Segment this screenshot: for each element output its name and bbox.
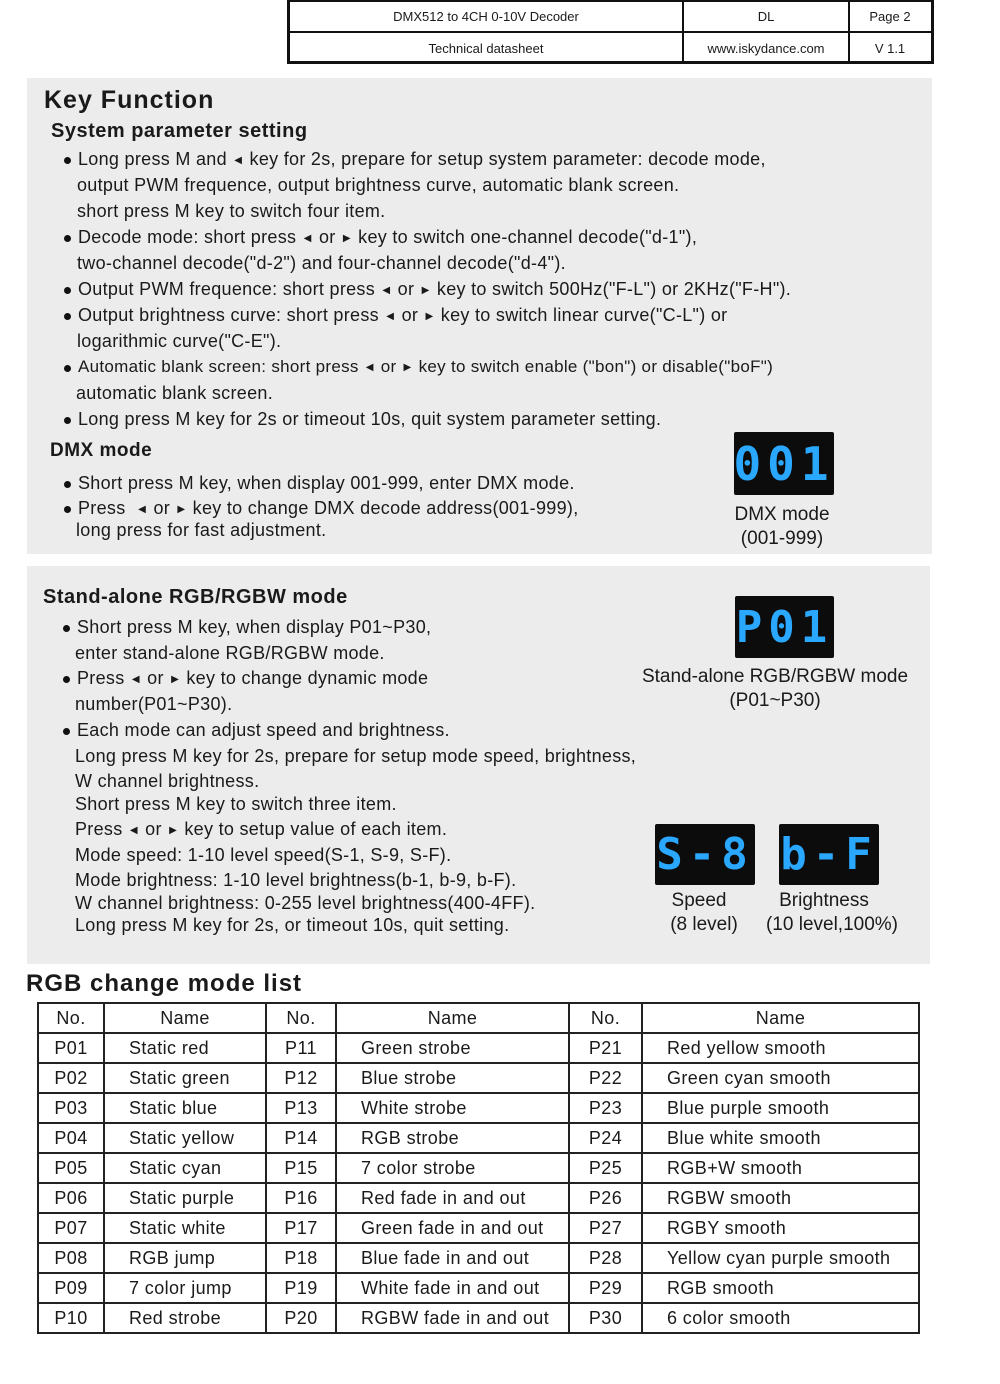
standalone-led-display: P01 bbox=[735, 596, 834, 658]
col-no-header: No. bbox=[569, 1003, 642, 1033]
col-no-header: No. bbox=[38, 1003, 104, 1033]
mode-name-cell: Green cyan smooth bbox=[642, 1063, 919, 1093]
speed-level-caption: (8 level) bbox=[670, 914, 738, 935]
decode-mode-line bbox=[78, 227, 697, 248]
text: or bbox=[145, 819, 162, 839]
mode-number-cell: P24 bbox=[569, 1123, 642, 1153]
left-triangle-icon: ◀ bbox=[382, 285, 391, 296]
col-name-header: Name bbox=[336, 1003, 569, 1033]
text: or bbox=[147, 668, 164, 688]
dmx-line-3: long press for fast adjustment. bbox=[76, 520, 327, 540]
right-triangle-icon: ▶ bbox=[171, 674, 180, 685]
mode-number-cell: P13 bbox=[266, 1093, 336, 1123]
mode-name-cell: 7 color jump bbox=[104, 1273, 266, 1303]
pwm-line bbox=[78, 279, 791, 300]
mode-name-cell: RGB smooth bbox=[642, 1273, 919, 1303]
mode-list-title: RGB change mode list bbox=[26, 970, 303, 997]
standalone-line-8: Short press M key to switch three item. bbox=[75, 794, 397, 814]
bullet-icon bbox=[64, 506, 71, 513]
brightness-level-caption: (10 level,100%) bbox=[765, 914, 899, 935]
mode-number-cell: P25 bbox=[569, 1153, 642, 1183]
mode-number-cell: P08 bbox=[38, 1243, 104, 1273]
mode-name-cell: Blue fade in and out bbox=[336, 1243, 569, 1273]
blank-screen-line bbox=[78, 357, 773, 377]
mode-name-cell: Green fade in and out bbox=[336, 1213, 569, 1243]
speed-led-display: S-8 bbox=[655, 824, 755, 885]
header-product: DMX512 to 4CH 0-10V Decoder bbox=[393, 9, 579, 24]
text: key to switch one-channel decode("d-1"), bbox=[358, 227, 698, 247]
text: or bbox=[318, 227, 336, 247]
mode-number-cell: P05 bbox=[38, 1153, 104, 1183]
system-line-2: output PWM frequence, output brightness curve, automatic blank screen. bbox=[77, 175, 680, 195]
mode-number-cell: P29 bbox=[569, 1273, 642, 1303]
system-setting-heading: System parameter setting bbox=[51, 120, 308, 142]
mode-number-cell: P30 bbox=[569, 1303, 642, 1333]
text: key to switch linear curve("C-L") or bbox=[440, 305, 728, 325]
text: Output PWM frequence: short press bbox=[78, 279, 376, 299]
key-function-title: Key Function bbox=[44, 86, 215, 114]
mode-name-cell: Static purple bbox=[104, 1183, 266, 1213]
mode-list-table bbox=[37, 1002, 920, 1334]
standalone-line-1: Short press M key, when display P01~P30, bbox=[77, 617, 432, 637]
text: key for 2s, prepare for setup system parameter: decode mode, bbox=[249, 149, 766, 169]
standalone-line-10: Mode speed: 1-10 level speed(S-1, S-9, S-F). bbox=[75, 845, 452, 865]
mode-number-cell: P16 bbox=[266, 1183, 336, 1213]
mode-number-cell: P15 bbox=[266, 1153, 336, 1183]
header-table bbox=[287, 0, 934, 64]
mode-number-cell: P20 bbox=[266, 1303, 336, 1333]
mode-number-cell: P09 bbox=[38, 1273, 104, 1303]
right-triangle-icon: ▶ bbox=[425, 311, 434, 322]
mode-name-cell: 6 color smooth bbox=[642, 1303, 919, 1333]
mode-number-cell: P12 bbox=[266, 1063, 336, 1093]
col-name-header: Name bbox=[104, 1003, 266, 1033]
header-doc-type: Technical datasheet bbox=[428, 40, 544, 56]
mode-name-cell: Static white bbox=[104, 1213, 266, 1243]
header-page: Page 2 bbox=[869, 9, 911, 24]
table-row bbox=[38, 1213, 919, 1243]
text: key to setup value of each item. bbox=[184, 819, 448, 839]
speed-caption: Speed bbox=[671, 890, 727, 911]
mode-name-cell: White fade in and out bbox=[336, 1273, 569, 1303]
table-row bbox=[38, 1183, 919, 1213]
right-triangle-icon: ▶ bbox=[342, 233, 351, 244]
text: Press bbox=[75, 819, 123, 839]
system-line-1 bbox=[78, 149, 766, 170]
mode-number-cell: P11 bbox=[266, 1033, 336, 1063]
right-triangle-icon: ▶ bbox=[421, 285, 430, 296]
text: or bbox=[401, 305, 419, 325]
text: key to switch 500Hz("F-L") or 2KHz("F-H"). bbox=[436, 279, 792, 299]
mode-name-cell: Static blue bbox=[104, 1093, 266, 1123]
dmx-range-caption: (001-999) bbox=[740, 528, 824, 549]
text: Long press M and bbox=[78, 149, 227, 169]
col-no-header: No. bbox=[266, 1003, 336, 1033]
left-triangle-icon: ◀ bbox=[138, 504, 147, 515]
header-model: DL bbox=[757, 9, 775, 24]
mode-number-cell: P02 bbox=[38, 1063, 104, 1093]
standalone-line-13: Long press M key for 2s, or timeout 10s, quit setting. bbox=[75, 915, 510, 935]
table-row bbox=[38, 1153, 919, 1183]
table-header-row bbox=[38, 1003, 919, 1033]
brightness-caption: Brightness bbox=[779, 890, 869, 911]
standalone-line-12: W channel brightness: 0-255 level brightness(400-4FF). bbox=[75, 893, 536, 913]
dmx-caption: DMX mode bbox=[734, 504, 830, 525]
mode-number-cell: P21 bbox=[569, 1033, 642, 1063]
mode-name-cell: Blue strobe bbox=[336, 1063, 569, 1093]
header-version: V 1.1 bbox=[874, 40, 906, 56]
text: key to change DMX decode address(001-999), bbox=[192, 498, 579, 518]
mode-number-cell: P10 bbox=[38, 1303, 104, 1333]
right-triangle-icon: ▶ bbox=[177, 504, 186, 515]
text: key to change dynamic mode bbox=[186, 668, 429, 688]
bullet-icon bbox=[64, 235, 71, 242]
right-triangle-icon: ▶ bbox=[403, 362, 412, 373]
dmx-led-display: 001 bbox=[734, 432, 834, 495]
col-name-header: Name bbox=[642, 1003, 919, 1033]
mode-name-cell: Red yellow smooth bbox=[642, 1033, 919, 1063]
table-row bbox=[38, 1093, 919, 1123]
mode-name-cell: 7 color strobe bbox=[336, 1153, 569, 1183]
mode-number-cell: P07 bbox=[38, 1213, 104, 1243]
standalone-caption: Stand-alone RGB/RGBW mode bbox=[641, 666, 909, 687]
mode-number-cell: P06 bbox=[38, 1183, 104, 1213]
mode-number-cell: P17 bbox=[266, 1213, 336, 1243]
dmx-line-1: Short press M key, when display 001-999, enter DMX mode. bbox=[78, 473, 575, 493]
left-triangle-icon: ◀ bbox=[131, 674, 140, 685]
curve-line bbox=[78, 305, 727, 326]
left-triangle-icon: ◀ bbox=[303, 233, 312, 244]
standalone-range-caption: (P01~P30) bbox=[729, 690, 821, 711]
table-row bbox=[38, 1273, 919, 1303]
mode-name-cell: White strobe bbox=[336, 1093, 569, 1123]
table-row bbox=[38, 1243, 919, 1273]
mode-name-cell: RGB+W smooth bbox=[642, 1153, 919, 1183]
bullet-icon bbox=[63, 728, 70, 735]
mode-number-cell: P04 bbox=[38, 1123, 104, 1153]
bullet-icon bbox=[63, 676, 70, 683]
mode-number-cell: P23 bbox=[569, 1093, 642, 1123]
bullet-icon bbox=[64, 365, 71, 372]
bullet-icon bbox=[64, 157, 71, 164]
mode-name-cell: RGB strobe bbox=[336, 1123, 569, 1153]
mode-name-cell: RGB jump bbox=[104, 1243, 266, 1273]
mode-name-cell: RGBY smooth bbox=[642, 1213, 919, 1243]
mode-name-cell: Yellow cyan purple smooth bbox=[642, 1243, 919, 1273]
standalone-line-2: enter stand-alone RGB/RGBW mode. bbox=[75, 643, 385, 663]
mode-name-cell: Green strobe bbox=[336, 1033, 569, 1063]
table-row bbox=[38, 1123, 919, 1153]
text: Automatic blank screen: short press bbox=[78, 357, 359, 376]
standalone-line-9 bbox=[75, 819, 447, 840]
dmx-line-2 bbox=[78, 498, 579, 519]
table-row bbox=[38, 1063, 919, 1093]
standalone-line-11: Mode brightness: 1-10 level brightness(b-1, b-9, b-F). bbox=[75, 870, 517, 890]
curve-line-2: logarithmic curve("C-E"). bbox=[77, 331, 282, 351]
text: Press bbox=[77, 668, 125, 688]
bullet-icon bbox=[64, 417, 71, 424]
standalone-line-3 bbox=[77, 668, 428, 689]
mode-number-cell: P19 bbox=[266, 1273, 336, 1303]
text: or bbox=[397, 279, 415, 299]
left-triangle-icon: ◀ bbox=[386, 311, 395, 322]
mode-name-cell: Static red bbox=[104, 1033, 266, 1063]
system-quit-line: Long press M key for 2s or timeout 10s, quit system parameter setting. bbox=[78, 409, 662, 429]
text: Output brightness curve: short press bbox=[78, 305, 379, 325]
header-website: www.iskydance.com bbox=[707, 40, 825, 56]
mode-number-cell: P28 bbox=[569, 1243, 642, 1273]
mode-number-cell: P26 bbox=[569, 1183, 642, 1213]
table-row bbox=[38, 1303, 919, 1333]
right-triangle-icon: ▶ bbox=[169, 825, 178, 836]
text: key to switch enable ("bon") or disable("boF") bbox=[418, 357, 774, 376]
mode-name-cell: Blue purple smooth bbox=[642, 1093, 919, 1123]
mode-number-cell: P03 bbox=[38, 1093, 104, 1123]
mode-name-cell: Static cyan bbox=[104, 1153, 266, 1183]
blank-screen-line-2: automatic blank screen. bbox=[76, 383, 273, 403]
text: Decode mode: short press bbox=[78, 227, 297, 247]
decode-mode-line-2: two-channel decode("d-2") and four-channel decode("d-4"). bbox=[77, 253, 566, 273]
text: or bbox=[380, 357, 397, 376]
standalone-line-6: Long press M key for 2s, prepare for setup mode speed, brightness, bbox=[75, 746, 637, 766]
mode-name-cell: RGBW smooth bbox=[642, 1183, 919, 1213]
bullet-icon bbox=[64, 313, 71, 320]
standalone-line-7: W channel brightness. bbox=[75, 771, 260, 791]
text: Press bbox=[78, 498, 126, 518]
bullet-icon bbox=[64, 481, 71, 488]
text: or bbox=[153, 498, 171, 518]
standalone-line-4: number(P01~P30). bbox=[75, 694, 233, 714]
mode-number-cell: P14 bbox=[266, 1123, 336, 1153]
mode-name-cell: Static yellow bbox=[104, 1123, 266, 1153]
system-line-3: short press M key to switch four item. bbox=[77, 201, 386, 221]
standalone-line-5: Each mode can adjust speed and brightness. bbox=[77, 720, 450, 740]
mode-number-cell: P27 bbox=[569, 1213, 642, 1243]
dmx-mode-heading: DMX mode bbox=[50, 440, 153, 461]
bullet-icon bbox=[64, 287, 71, 294]
mode-name-cell: Static green bbox=[104, 1063, 266, 1093]
left-triangle-icon: ◀ bbox=[365, 362, 374, 373]
brightness-led-display: b-F bbox=[779, 824, 879, 885]
left-triangle-icon: ◀ bbox=[129, 825, 138, 836]
left-triangle-icon: ◀ bbox=[234, 155, 243, 166]
mode-name-cell: Blue white smooth bbox=[642, 1123, 919, 1153]
mode-number-cell: P01 bbox=[38, 1033, 104, 1063]
bullet-icon bbox=[63, 625, 70, 632]
table-row bbox=[38, 1033, 919, 1063]
mode-number-cell: P18 bbox=[266, 1243, 336, 1273]
mode-name-cell: RGBW fade in and out bbox=[336, 1303, 569, 1333]
standalone-heading: Stand-alone RGB/RGBW mode bbox=[43, 586, 348, 608]
mode-number-cell: P22 bbox=[569, 1063, 642, 1093]
mode-name-cell: Red strobe bbox=[104, 1303, 266, 1333]
mode-name-cell: Red fade in and out bbox=[336, 1183, 569, 1213]
